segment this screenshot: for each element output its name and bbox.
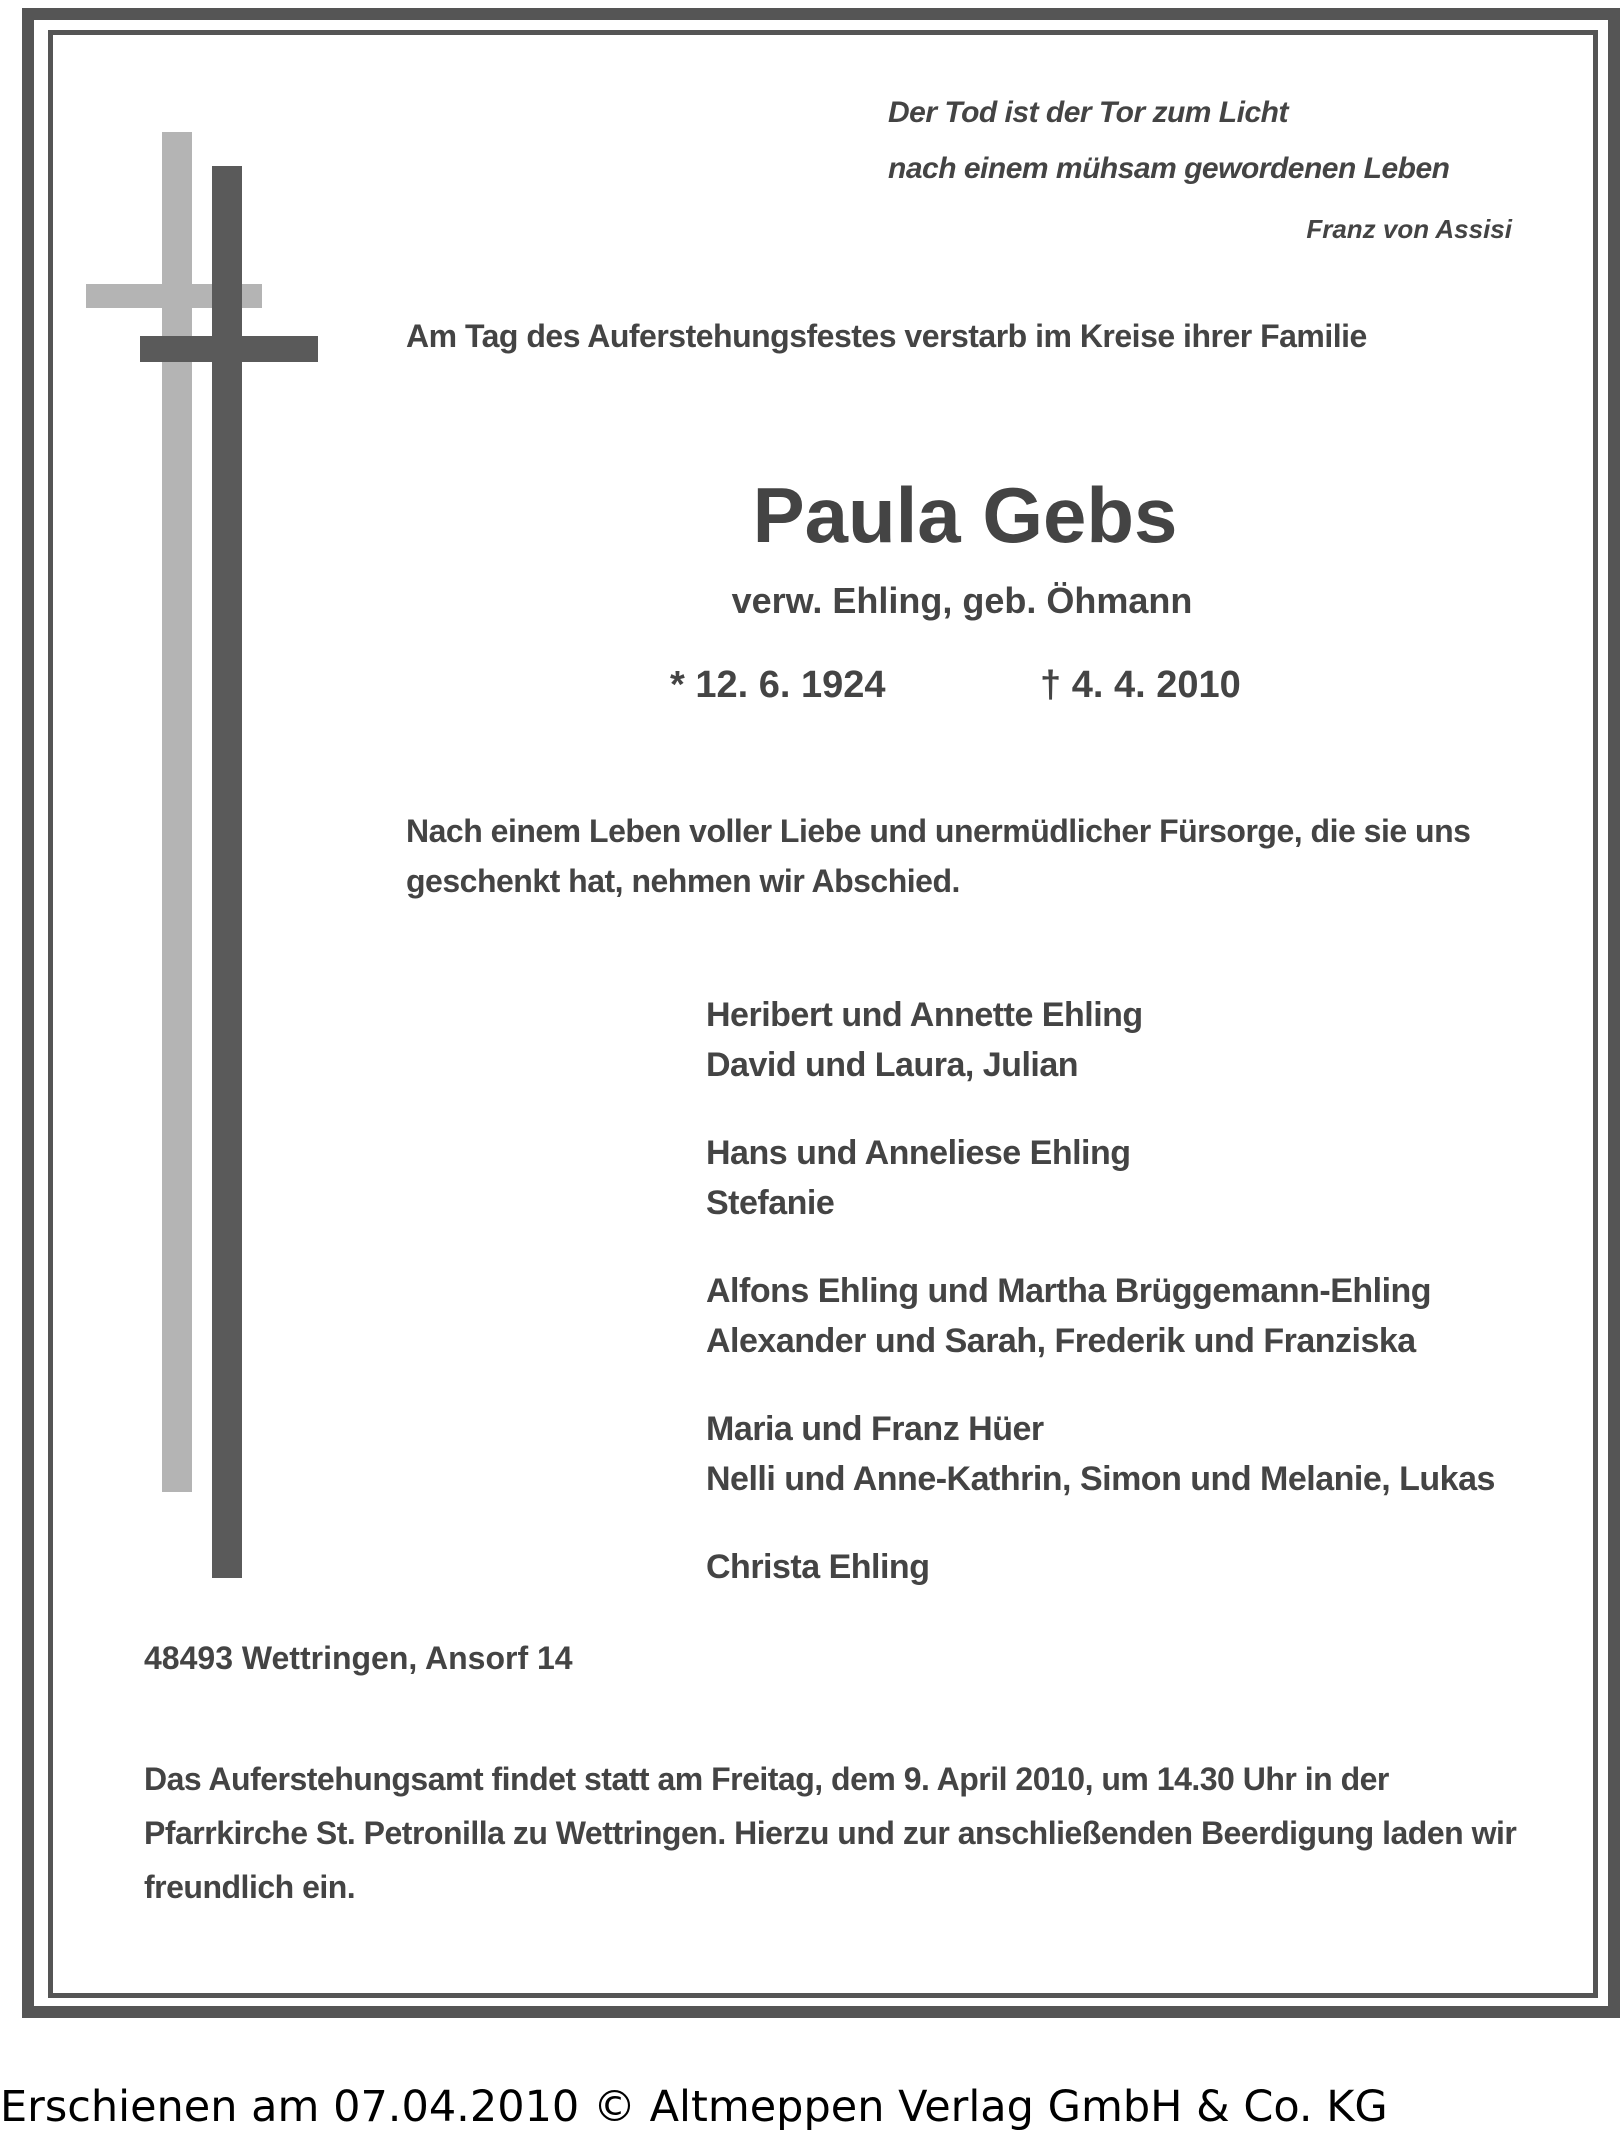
birth-date: * 12. 6. 1924	[670, 664, 886, 706]
motto-line-2: nach einem mühsam gewordenen Leben	[888, 152, 1450, 185]
maiden-name: verw. Ehling, geb. Öhmann	[731, 580, 1193, 621]
deceased-name: Paula Gebs	[752, 471, 1178, 559]
intro-text: Am Tag des Auferstehungsfestes verstarb im Kreise ihrer Familie	[406, 318, 1367, 354]
death-date: † 4. 4. 2010	[1040, 664, 1241, 706]
family-line: Maria und Franz Hüer	[706, 1410, 1044, 1448]
family-line: Nelli und Anne-Kathrin, Simon und Melanie, Lukas	[706, 1460, 1495, 1498]
address: 48493 Wettringen, Ansorf 14	[144, 1640, 573, 1676]
family-line: Alfons Ehling und Martha Brüggemann-Ehling	[706, 1272, 1432, 1310]
service-text: Das Auferstehungsamt findet statt am Freitag, dem 9. April 2010, um 14.30 Uhr in der Pfarrkirche St. Petronilla zu Wettringen. Hierzu und zur anschließenden Beerdigung laden wir freundlich ein.	[144, 1761, 1517, 1905]
family-line: Christa Ehling	[706, 1548, 930, 1586]
family-line: David und Laura, Julian	[706, 1046, 1079, 1084]
family-line: Alexander und Sarah, Frederik und Franziska	[706, 1322, 1416, 1360]
family-line: Hans und Anneliese Ehling	[706, 1134, 1131, 1172]
publication-credit: Erschienen am 07.04.2010 © Altmeppen Verlag GmbH & Co. KG	[0, 2082, 1388, 2132]
motto-line-1: Der Tod ist der Tor zum Licht	[888, 96, 1288, 129]
farewell-text: Nach einem Leben voller Liebe und unermüdlicher Fürsorge, die sie uns geschenkt hat, nehmen wir Abschied.	[406, 813, 1471, 899]
motto-author: Franz von Assisi	[1306, 214, 1512, 244]
family-line: Heribert und Annette Ehling	[706, 996, 1143, 1034]
family-line: Stefanie	[706, 1184, 835, 1222]
